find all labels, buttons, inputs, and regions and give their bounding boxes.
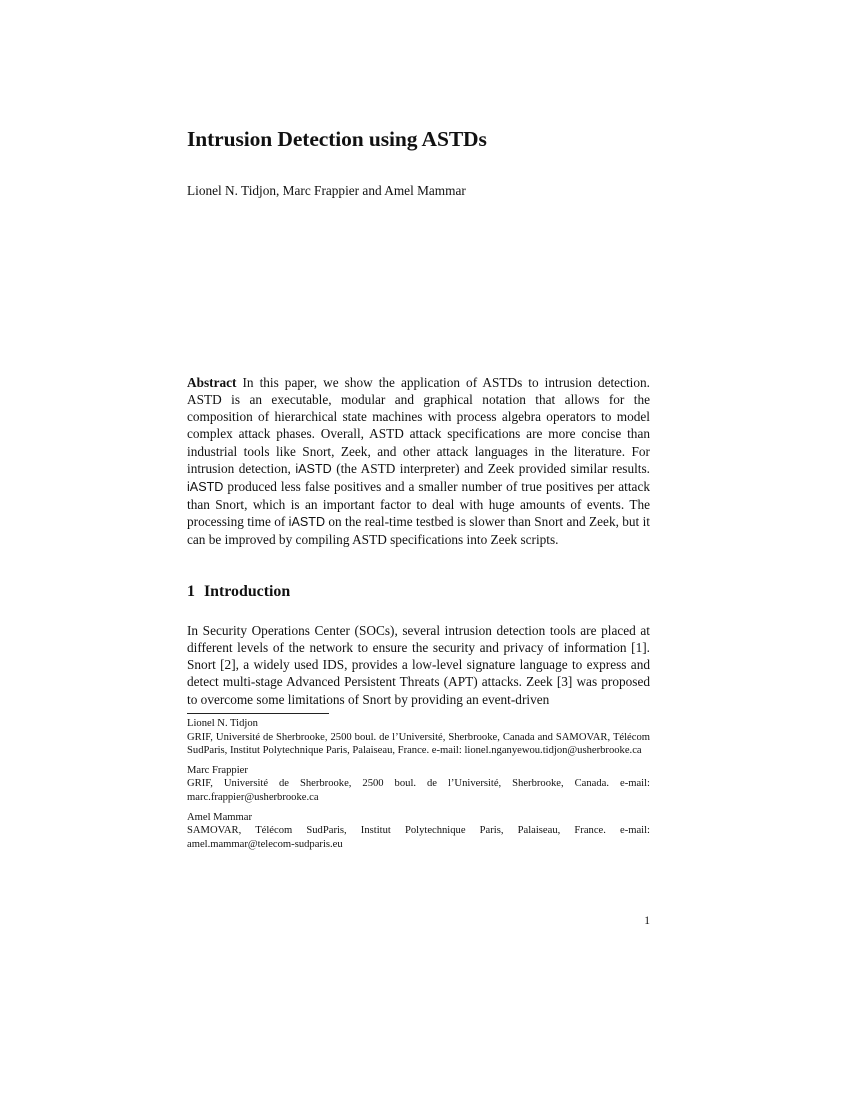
paper-title: Intrusion Detection using ASTDs (187, 127, 487, 151)
abstract (187, 374, 650, 549)
author-list: Lionel N. Tidjon, Marc Frappier and Amel Mammar (187, 183, 466, 198)
abstract-text-2: (the ASTD interpreter) and Zeek provided similar results. (336, 460, 650, 476)
section-number: 1 (187, 583, 195, 600)
footnote-author-name: Amel Mammar (187, 811, 253, 823)
page-number: 1 (644, 915, 650, 927)
footnote-affiliation: GRIF, Université de Sherbrooke, 2500 boul. de l’Université, Sherbrooke, Canada. e-mail: marc.frappier@usherbrooke.ca (187, 778, 650, 803)
footnote-rule (187, 713, 329, 714)
footnote-author-1 (187, 717, 650, 758)
footnotes (187, 717, 650, 857)
footnote-author-name: Lionel N. Tidjon (187, 718, 258, 729)
footnote-affiliation: GRIF, Université de Sherbrooke, 2500 boul. de l’Université, Sherbrooke, Canada and SAMOVAR, Télécom SudParis, Institut Polytechnique Paris, Palaiseau, France. e-mail: lionel.nganyewou.tidjon@usherbrooke.ca (187, 731, 650, 757)
footnote-author-3 (187, 811, 650, 852)
section-heading (187, 582, 290, 601)
footnote-author-name: Marc Frappier (187, 764, 248, 776)
iastd-term-3: iASTD (288, 515, 326, 530)
iastd-term-2: iASTD (187, 479, 224, 494)
abstract-label: Abstract (187, 375, 237, 390)
iastd-term-1: iASTD (295, 461, 332, 476)
abstract-text-3: produced less false positives and a smaller number of true positives per attack than Snort, which is an important factor to deal with huge amounts of events. The processing time of (187, 478, 650, 530)
abstract-text-1: In this paper, we show the application of ASTDs to intrusion detection. ASTD is an executable, modular and graphical notation that allows for the composition of hierarchical state machines with process algebra operators to model complex attack phases. Overall, ASTD attack specifications are more concise than industrial tools like Snort, Zeek, and other attack languages in the literature. For intrusion detection, (187, 375, 650, 476)
introduction-paragraph: In Security Operations Center (SOCs), several intrusion detection tools are placed at different levels of the network to ensure the security and privacy of information [1]. Snort [2], a widely used IDS, provides a low-level signature language to express and detect multi-stage Advanced Persistent Threats (APT) attacks. Zeek [3] was proposed to overcome some limitations of Snort by providing an event-driven (187, 623, 650, 707)
section-title: Introduction (203, 583, 291, 600)
footnote-affiliation: SAMOVAR, Télécom SudParis, Institut Polytechnique Paris, Palaiseau, France. e-mail: amel.mammar@telecom-sudparis.eu (187, 825, 650, 850)
footnote-author-2 (187, 764, 650, 805)
abstract-text-4: on the real-time testbed is slower than Snort and Zeek, but it can be improved by compiling ASTD specifications into Zeek scripts. (187, 514, 650, 548)
